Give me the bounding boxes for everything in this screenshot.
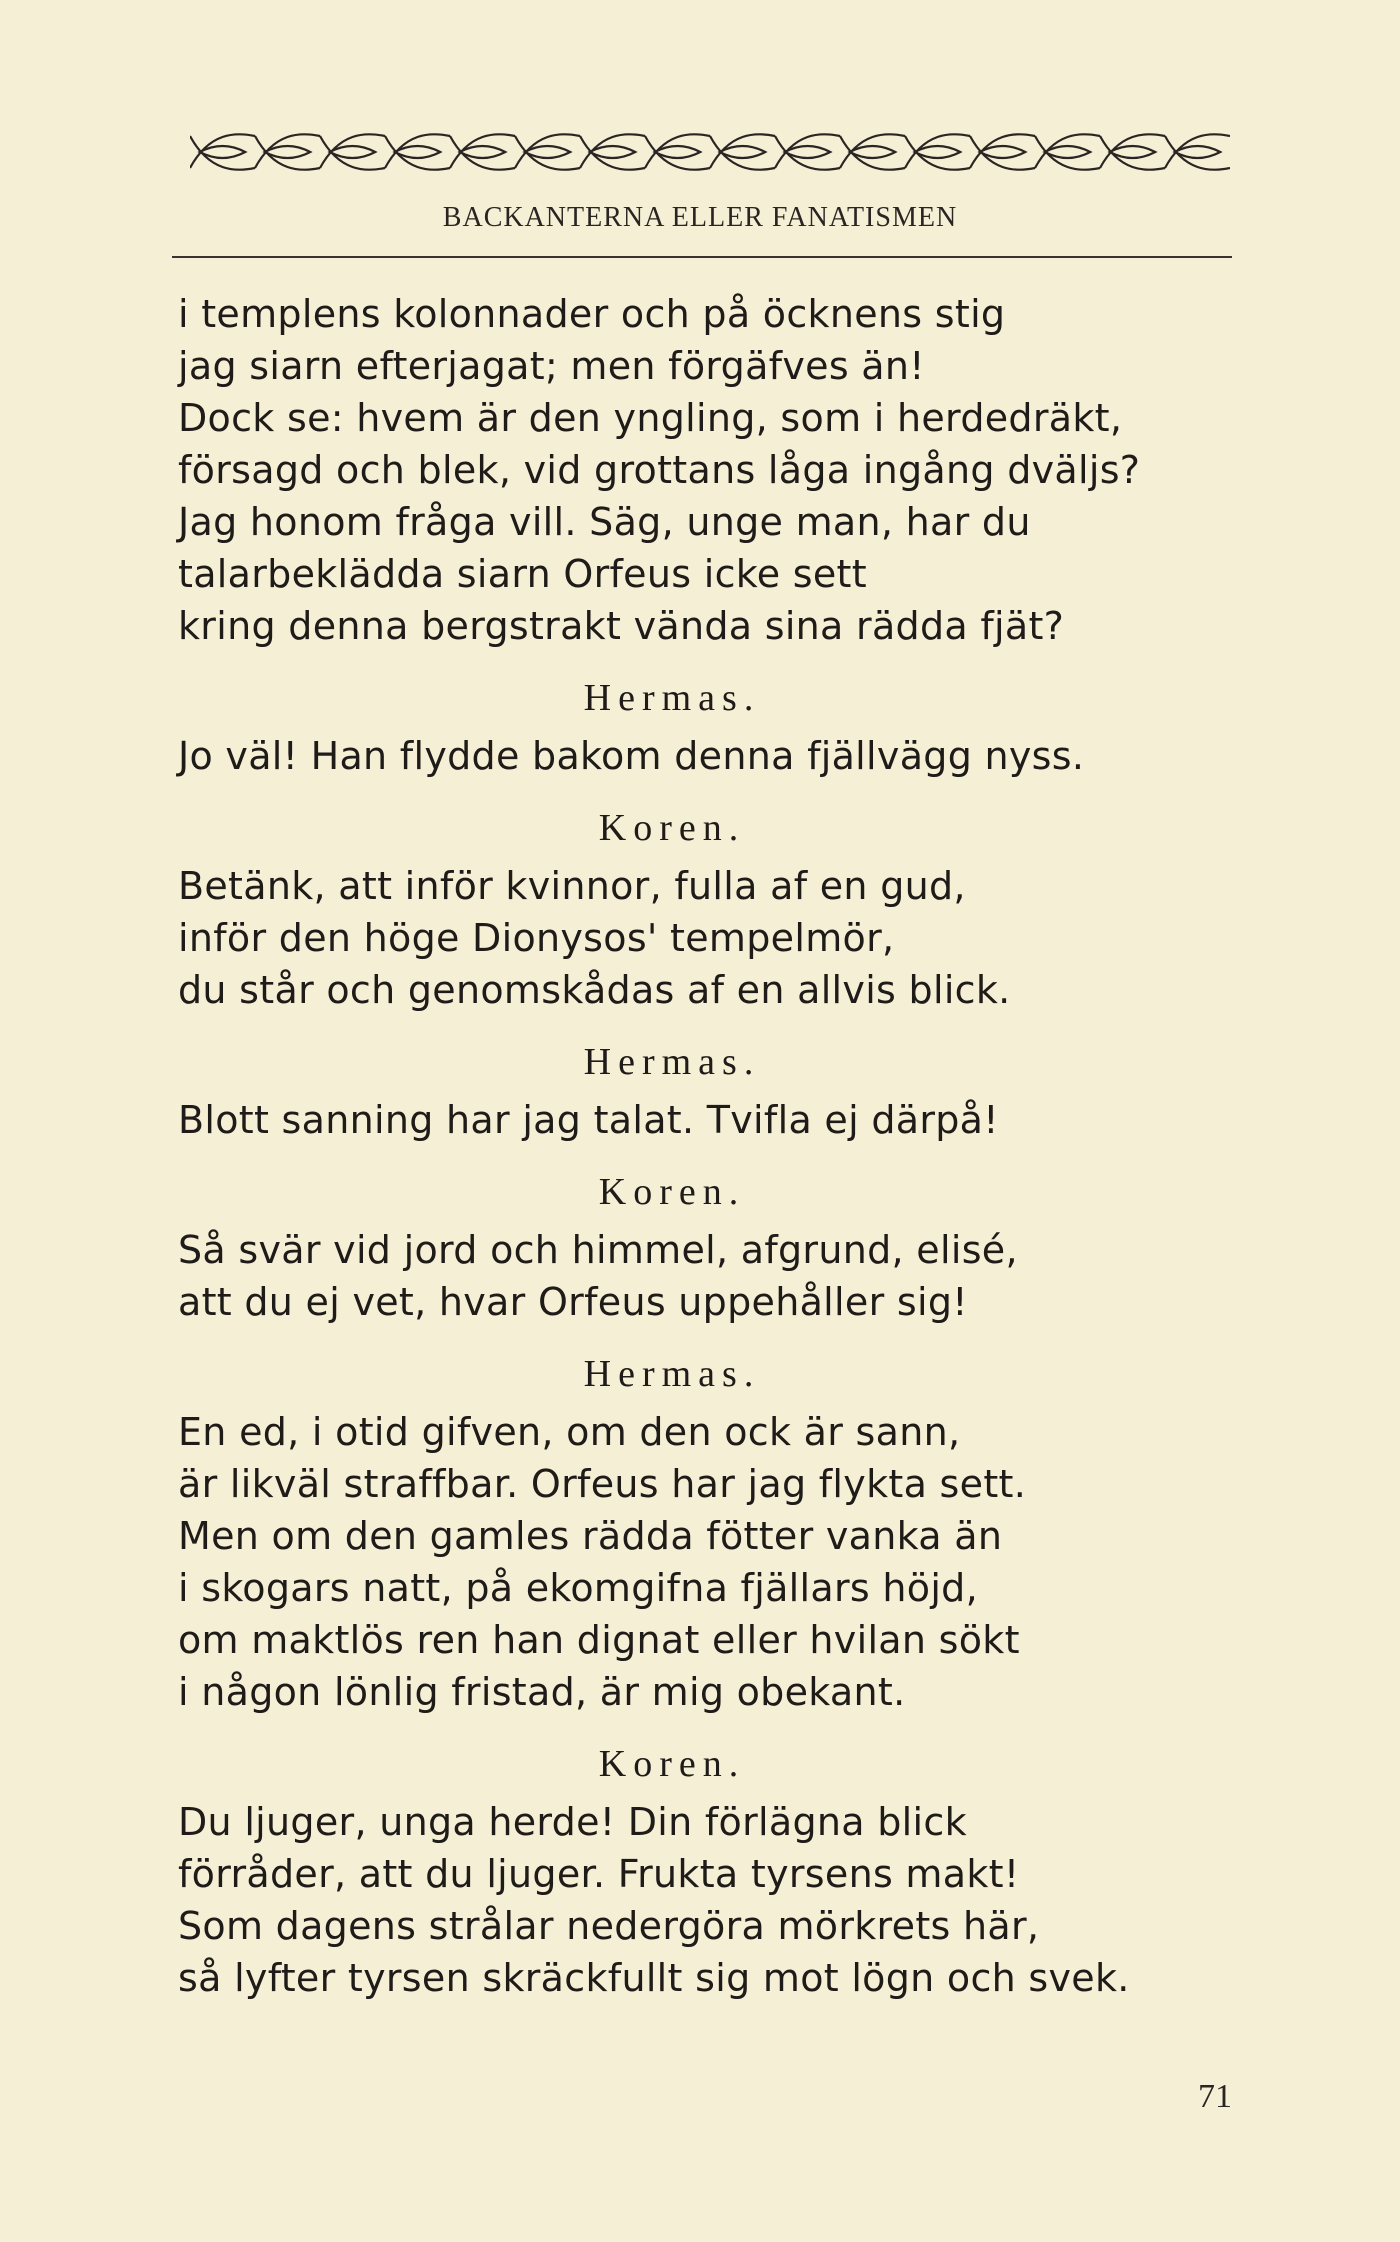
verse-line: Blott sanning har jag talat. Tvifla ej därpå! bbox=[178, 1098, 999, 1142]
speaker-name: Hermas. bbox=[583, 677, 761, 719]
verse-line: du står och genomskådas af en allvis blick. bbox=[178, 968, 1011, 1012]
verse-line: Jo väl! Han flydde bakom denna fjällvägg nyss. bbox=[178, 734, 1085, 778]
verse-line: talarbeklädda siarn Orfeus icke sett bbox=[178, 552, 867, 596]
verse-line: om maktlös ren han dignat eller hvilan sökt bbox=[178, 1618, 1020, 1662]
speaker-name: Hermas. bbox=[583, 1041, 761, 1083]
verse-line: Betänk, att inför kvinnor, fulla af en gud, bbox=[178, 864, 966, 908]
verse-line: i skogars natt, på ekomgifna fjällars höjd, bbox=[178, 1566, 978, 1610]
verse-line: En ed, i otid gifven, om den ock är sann, bbox=[178, 1410, 961, 1454]
verse-line: Jag honom fråga vill. Säg, unge man, har du bbox=[178, 500, 1031, 544]
verse-line: Men om den gamles rädda fötter vanka än bbox=[178, 1514, 1003, 1558]
verse-line: inför den höge Dionysos' tempelmör, bbox=[178, 916, 895, 960]
verse-line: Som dagens strålar nedergöra mörkrets här, bbox=[178, 1904, 1040, 1948]
verse-line: kring denna bergstrakt vända sina rädda fjät? bbox=[178, 604, 1065, 648]
verse-line: är likväl straffbar. Orfeus har jag flykta sett. bbox=[178, 1462, 1027, 1506]
speaker-name: Koren. bbox=[598, 1171, 746, 1213]
speaker-name: Koren. bbox=[598, 807, 746, 849]
verse-line: i templens kolonnader och på öcknens stig bbox=[178, 292, 1006, 336]
verse-line: förråder, att du ljuger. Frukta tyrsens makt! bbox=[178, 1852, 1020, 1896]
verse-line: så lyfter tyrsen skräckfullt sig mot lögn och svek. bbox=[178, 1956, 1130, 2000]
verse-line: Så svär vid jord och himmel, afgrund, elisé, bbox=[178, 1228, 1018, 1272]
verse-line: Dock se: hvem är den yngling, som i herdedräkt, bbox=[178, 396, 1123, 440]
speaker-name: Koren. bbox=[598, 1743, 746, 1785]
verse-line: försagd och blek, vid grottans låga ingång dväljs? bbox=[178, 448, 1141, 492]
decorative-border-ornament bbox=[190, 128, 1230, 176]
verse-line: jag siarn efterjagat; men förgäfves än! bbox=[178, 344, 925, 388]
page-number: 71 bbox=[1198, 2078, 1232, 2115]
verse-line: Du ljuger, unga herde! Din förlägna blick bbox=[178, 1800, 967, 1844]
header-rule bbox=[172, 256, 1232, 258]
verse-line: att du ej vet, hvar Orfeus uppehåller sig! bbox=[178, 1280, 968, 1324]
speaker-name: Hermas. bbox=[583, 1353, 761, 1395]
poem-text bbox=[178, 288, 1238, 2004]
running-head: BACKANTERNA ELLER FANATISMEN bbox=[442, 202, 958, 233]
verse-line: i någon lönlig fristad, är mig obekant. bbox=[178, 1670, 906, 1714]
